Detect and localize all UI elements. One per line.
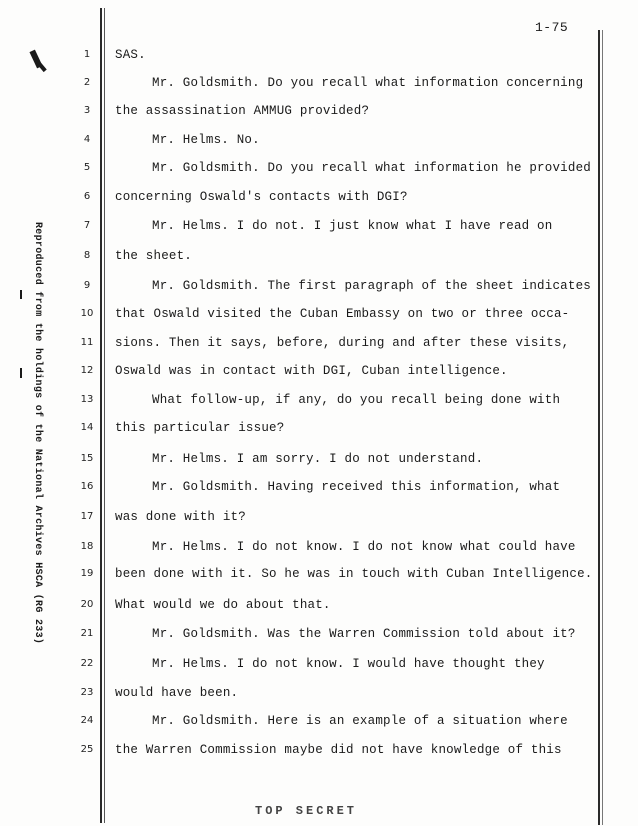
transcript-line: Mr. Helms. I do not. I just know what I have read on [152, 219, 553, 233]
line-number: 12 [80, 365, 94, 376]
line-number: 21 [80, 628, 94, 639]
page-number: 1-75 [535, 20, 569, 35]
line-number: 20 [80, 599, 94, 610]
transcript-line: Mr. Goldsmith. Do you recall what information he provided [152, 161, 591, 175]
left-margin-rule [100, 8, 102, 823]
transcript-line: Mr. Helms. I do not know. I would have thought they [152, 657, 545, 671]
transcript-line: that Oswald visited the Cuban Embassy on two or three occa- [115, 307, 570, 321]
right-margin-rule [598, 30, 600, 825]
line-number: 6 [83, 191, 91, 202]
scan-mark [20, 290, 22, 299]
transcript-line: would have been. [115, 686, 239, 700]
line-number: 3 [83, 105, 91, 116]
transcript-line: was done with it? [115, 510, 246, 524]
transcript-line: this particular issue? [115, 421, 285, 435]
transcript-line: Oswald was in contact with DGI, Cuban intelligence. [115, 364, 508, 378]
transcript-line: the assassination AMMUG provided? [115, 104, 370, 118]
scan-mark [37, 62, 46, 72]
transcript-line: Mr. Goldsmith. Here is an example of a situation where [152, 714, 568, 728]
line-number: 11 [80, 337, 94, 348]
line-number: 10 [80, 308, 94, 319]
archive-side-note: Reproduced from the holdings of the National Archives HSCA (RG 233) [32, 222, 43, 645]
left-margin-rule-inner [104, 8, 105, 823]
transcript-line: been done with it. So he was in touch with Cuban Intelligence. [115, 567, 593, 581]
line-number: 18 [80, 541, 94, 552]
line-number: 13 [80, 394, 94, 405]
line-number: 23 [80, 687, 94, 698]
line-number: 15 [80, 453, 94, 464]
line-number: 17 [80, 511, 94, 522]
line-number: 14 [80, 422, 94, 433]
classification-footer: TOP SECRET [255, 804, 358, 818]
transcript-line: What would we do about that. [115, 598, 331, 612]
transcript-line: concerning Oswald's contacts with DGI? [115, 190, 408, 204]
transcript-line: Mr. Goldsmith. Do you recall what information concerning [152, 76, 584, 90]
line-number: 25 [80, 744, 94, 755]
transcript-line: the sheet. [115, 249, 193, 263]
line-number: 5 [83, 162, 91, 173]
transcript-line: SAS. [115, 48, 146, 62]
line-number: 16 [80, 481, 94, 492]
transcript-line: sions. Then it says, before, during and after these visits, [115, 336, 570, 350]
line-number: 19 [80, 568, 94, 579]
transcript-line: Mr. Goldsmith. Having received this information, what [152, 480, 561, 494]
right-margin-rule-inner [602, 30, 603, 825]
transcript-line: Mr. Helms. No. [152, 133, 260, 147]
line-number: 9 [83, 280, 91, 291]
line-number: 4 [83, 134, 91, 145]
transcript-line: Mr. Helms. I am sorry. I do not understand. [152, 452, 484, 466]
line-number: 7 [83, 220, 91, 231]
scan-mark [20, 368, 22, 378]
transcript-line: Mr. Goldsmith. The first paragraph of the sheet indicates [152, 279, 591, 293]
line-number: 22 [80, 658, 94, 669]
line-number: 24 [80, 715, 94, 726]
transcript-line: What follow-up, if any, do you recall being done with [152, 393, 561, 407]
transcript-line: Mr. Goldsmith. Was the Warren Commission told about it? [152, 627, 576, 641]
transcript-line: the Warren Commission maybe did not have knowledge of this [115, 743, 562, 757]
line-number: 8 [83, 250, 91, 261]
transcript-line: Mr. Helms. I do not know. I do not know what could have [152, 540, 576, 554]
line-number: 2 [83, 77, 91, 88]
line-number: 1 [83, 49, 91, 60]
